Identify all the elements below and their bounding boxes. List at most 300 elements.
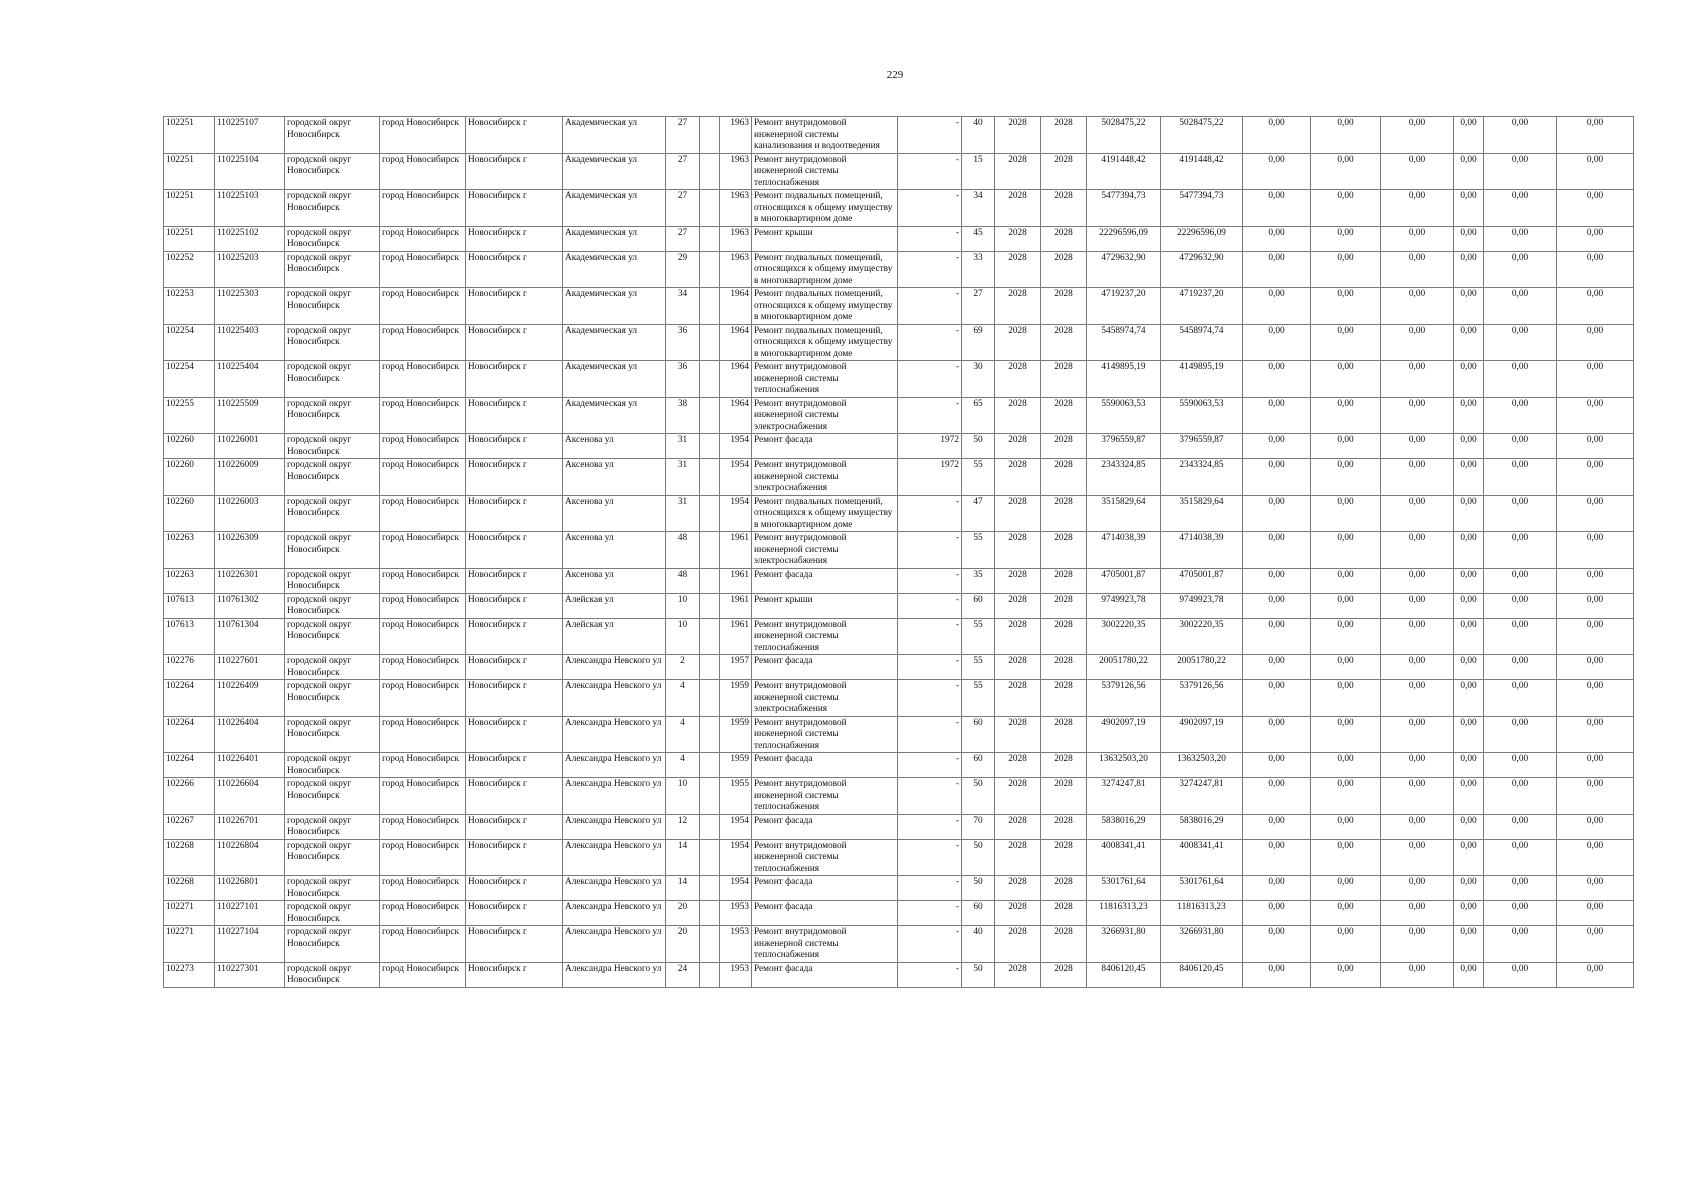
cell-work-code: 110225104	[215, 153, 285, 190]
cell-settlement: город Новосибирск	[380, 876, 466, 901]
cell-value: 0,00	[1484, 459, 1557, 496]
cell-build-year: 1964	[720, 361, 752, 398]
table-row	[164, 680, 1634, 717]
cell-cost-total: 5458974,74	[1087, 324, 1161, 361]
cell-value: 0,00	[1381, 153, 1454, 190]
cell-cost-fund: 3266931,80	[1161, 926, 1243, 963]
cell-value: 0,00	[1557, 876, 1634, 901]
cell-house: 4	[666, 753, 700, 778]
cell-building	[700, 117, 720, 154]
cell-value: 0,00	[1381, 753, 1454, 778]
cell-city: Новосибирск г	[466, 753, 563, 778]
cell-street: Аксенова ул	[563, 568, 666, 593]
cell-record-id: 102251	[164, 117, 215, 154]
cell-street: Александра Невского ул	[563, 926, 666, 963]
cell-plan-from: 2028	[995, 901, 1041, 926]
cell-value: 0,00	[1243, 962, 1311, 987]
cell-build-year: 1963	[720, 190, 752, 227]
table-row	[164, 778, 1634, 815]
cell-district: городской округ Новосибирск	[285, 839, 380, 876]
cell-work-type: Ремонт фасада	[752, 901, 898, 926]
cell-cost-total: 11816313,23	[1087, 901, 1161, 926]
table-row	[164, 901, 1634, 926]
cell-plan-to: 2028	[1041, 680, 1087, 717]
cell-value: 0,00	[1381, 680, 1454, 717]
cell-district: городской округ Новосибирск	[285, 288, 380, 325]
cell-house: 38	[666, 397, 700, 434]
cell-work-code: 110226804	[215, 839, 285, 876]
cell-district: городской округ Новосибирск	[285, 655, 380, 680]
cell-value: 0,00	[1484, 532, 1557, 569]
cell-settlement: город Новосибирск	[380, 459, 466, 496]
cell-record-id: 102260	[164, 495, 215, 532]
cell-house: 27	[666, 117, 700, 154]
cell-cost-total: 4008341,41	[1087, 839, 1161, 876]
cell-city: Новосибирск г	[466, 361, 563, 398]
cell-value: 0,00	[1484, 926, 1557, 963]
cell-cost-total: 22296596,09	[1087, 226, 1161, 251]
cell-work-type: Ремонт внутридомовой инженерной системы электроснабжения	[752, 680, 898, 717]
cell-value: 0,00	[1484, 876, 1557, 901]
cell-record-id: 102271	[164, 901, 215, 926]
cell-value: 0,00	[1557, 153, 1634, 190]
cell-cost-fund: 13632503,20	[1161, 753, 1243, 778]
cell-value: 0,00	[1311, 361, 1381, 398]
cell-wear: 15	[962, 153, 995, 190]
cell-cost-total: 4902097,19	[1087, 716, 1161, 753]
cell-plan-to: 2028	[1041, 190, 1087, 227]
cell-settlement: город Новосибирск	[380, 190, 466, 227]
cell-value: 0,00	[1243, 153, 1311, 190]
cell-value: 0,00	[1484, 251, 1557, 288]
cell-value: 0,00	[1454, 324, 1484, 361]
cell-last-repair-year: -	[898, 324, 962, 361]
register-body	[164, 117, 1634, 988]
cell-build-year: 1957	[720, 655, 752, 680]
table-row	[164, 593, 1634, 618]
cell-last-repair-year: -	[898, 361, 962, 398]
cell-value: 0,00	[1311, 117, 1381, 154]
cell-build-year: 1953	[720, 962, 752, 987]
cell-value: 0,00	[1454, 876, 1484, 901]
cell-settlement: город Новосибирск	[380, 680, 466, 717]
cell-plan-to: 2028	[1041, 361, 1087, 398]
cell-value: 0,00	[1454, 251, 1484, 288]
cell-settlement: город Новосибирск	[380, 532, 466, 569]
cell-district: городской округ Новосибирск	[285, 926, 380, 963]
table-row	[164, 434, 1634, 459]
cell-city: Новосибирск г	[466, 495, 563, 532]
cell-value: 0,00	[1557, 753, 1634, 778]
cell-work-code: 110226001	[215, 434, 285, 459]
cell-cost-total: 8406120,45	[1087, 962, 1161, 987]
cell-value: 0,00	[1454, 288, 1484, 325]
cell-work-type: Ремонт внутридомовой инженерной системы теплоснабжения	[752, 361, 898, 398]
cell-plan-from: 2028	[995, 716, 1041, 753]
cell-last-repair-year: -	[898, 839, 962, 876]
cell-value: 0,00	[1243, 876, 1311, 901]
cell-building	[700, 397, 720, 434]
cell-plan-from: 2028	[995, 361, 1041, 398]
cell-record-id: 102260	[164, 434, 215, 459]
cell-work-code: 110226409	[215, 680, 285, 717]
cell-settlement: город Новосибирск	[380, 814, 466, 839]
cell-plan-from: 2028	[995, 288, 1041, 325]
table-row	[164, 655, 1634, 680]
cell-value: 0,00	[1311, 753, 1381, 778]
cell-settlement: город Новосибирск	[380, 397, 466, 434]
cell-work-code: 110227601	[215, 655, 285, 680]
cell-city: Новосибирск г	[466, 593, 563, 618]
cell-cost-total: 4714038,39	[1087, 532, 1161, 569]
cell-district: городской округ Новосибирск	[285, 962, 380, 987]
cell-value: 0,00	[1243, 618, 1311, 655]
cell-work-type: Ремонт внутридомовой инженерной системы теплоснабжения	[752, 926, 898, 963]
cell-value: 0,00	[1243, 434, 1311, 459]
cell-plan-from: 2028	[995, 926, 1041, 963]
cell-settlement: город Новосибирск	[380, 117, 466, 154]
cell-cost-fund: 5028475,22	[1161, 117, 1243, 154]
cell-street: Аксенова ул	[563, 532, 666, 569]
table-row	[164, 839, 1634, 876]
cell-value: 0,00	[1484, 593, 1557, 618]
cell-wear: 50	[962, 962, 995, 987]
cell-house: 36	[666, 361, 700, 398]
cell-settlement: город Новосибирск	[380, 839, 466, 876]
cell-plan-from: 2028	[995, 495, 1041, 532]
cell-cost-fund: 4729632,90	[1161, 251, 1243, 288]
cell-cost-fund: 2343324,85	[1161, 459, 1243, 496]
cell-district: городской округ Новосибирск	[285, 190, 380, 227]
cell-value: 0,00	[1243, 117, 1311, 154]
cell-building	[700, 361, 720, 398]
table-row	[164, 814, 1634, 839]
cell-record-id: 102276	[164, 655, 215, 680]
cell-plan-to: 2028	[1041, 753, 1087, 778]
cell-district: городской округ Новосибирск	[285, 814, 380, 839]
cell-value: 0,00	[1557, 288, 1634, 325]
cell-cost-fund: 3515829,64	[1161, 495, 1243, 532]
cell-wear: 60	[962, 593, 995, 618]
cell-building	[700, 926, 720, 963]
cell-last-repair-year: -	[898, 876, 962, 901]
cell-value: 0,00	[1311, 901, 1381, 926]
cell-building	[700, 655, 720, 680]
cell-district: городской округ Новосибирск	[285, 618, 380, 655]
cell-last-repair-year: 1972	[898, 459, 962, 496]
cell-value: 0,00	[1381, 324, 1454, 361]
cell-settlement: город Новосибирск	[380, 153, 466, 190]
cell-last-repair-year: -	[898, 901, 962, 926]
cell-last-repair-year: -	[898, 680, 962, 717]
cell-house: 48	[666, 568, 700, 593]
cell-build-year: 1954	[720, 839, 752, 876]
cell-cost-total: 4729632,90	[1087, 251, 1161, 288]
cell-wear: 65	[962, 397, 995, 434]
cell-cost-total: 4191448,42	[1087, 153, 1161, 190]
cell-cost-fund: 5477394,73	[1161, 190, 1243, 227]
cell-city: Новосибирск г	[466, 459, 563, 496]
cell-work-code: 110226401	[215, 753, 285, 778]
cell-city: Новосибирск г	[466, 716, 563, 753]
cell-house: 34	[666, 288, 700, 325]
cell-house: 27	[666, 190, 700, 227]
cell-value: 0,00	[1311, 778, 1381, 815]
cell-work-type: Ремонт внутридомовой инженерной системы теплоснабжения	[752, 839, 898, 876]
table-row	[164, 117, 1634, 154]
cell-street: Аксенова ул	[563, 459, 666, 496]
cell-work-type: Ремонт внутридомовой инженерной системы электроснабжения	[752, 532, 898, 569]
cell-value: 0,00	[1557, 839, 1634, 876]
cell-value: 0,00	[1557, 962, 1634, 987]
cell-value: 0,00	[1243, 568, 1311, 593]
cell-value: 0,00	[1381, 459, 1454, 496]
cell-wear: 55	[962, 655, 995, 680]
cell-build-year: 1955	[720, 778, 752, 815]
cell-street: Академическая ул	[563, 153, 666, 190]
cell-street: Александра Невского ул	[563, 962, 666, 987]
cell-wear: 60	[962, 716, 995, 753]
cell-value: 0,00	[1311, 434, 1381, 459]
cell-value: 0,00	[1381, 839, 1454, 876]
cell-record-id: 102254	[164, 361, 215, 398]
cell-value: 0,00	[1381, 778, 1454, 815]
cell-last-repair-year: -	[898, 397, 962, 434]
cell-value: 0,00	[1557, 190, 1634, 227]
cell-wear: 34	[962, 190, 995, 227]
cell-record-id: 102264	[164, 716, 215, 753]
cell-value: 0,00	[1311, 153, 1381, 190]
cell-street: Академическая ул	[563, 324, 666, 361]
cell-work-type: Ремонт фасада	[752, 962, 898, 987]
cell-work-code: 110226003	[215, 495, 285, 532]
cell-value: 0,00	[1454, 361, 1484, 398]
cell-plan-from: 2028	[995, 778, 1041, 815]
cell-last-repair-year: -	[898, 962, 962, 987]
cell-record-id: 102260	[164, 459, 215, 496]
cell-build-year: 1954	[720, 434, 752, 459]
cell-wear: 50	[962, 839, 995, 876]
cell-record-id: 102271	[164, 926, 215, 963]
cell-house: 27	[666, 153, 700, 190]
cell-plan-to: 2028	[1041, 397, 1087, 434]
cell-plan-from: 2028	[995, 839, 1041, 876]
cell-building	[700, 680, 720, 717]
cell-value: 0,00	[1557, 926, 1634, 963]
cell-record-id: 102263	[164, 532, 215, 569]
cell-value: 0,00	[1484, 361, 1557, 398]
cell-record-id: 107613	[164, 593, 215, 618]
cell-value: 0,00	[1311, 680, 1381, 717]
cell-value: 0,00	[1484, 618, 1557, 655]
cell-settlement: город Новосибирск	[380, 324, 466, 361]
cell-house: 36	[666, 324, 700, 361]
cell-house: 10	[666, 618, 700, 655]
cell-house: 10	[666, 593, 700, 618]
cell-value: 0,00	[1454, 753, 1484, 778]
cell-value: 0,00	[1557, 459, 1634, 496]
cell-building	[700, 495, 720, 532]
cell-house: 14	[666, 839, 700, 876]
cell-plan-to: 2028	[1041, 716, 1087, 753]
cell-value: 0,00	[1484, 778, 1557, 815]
cell-house: 4	[666, 716, 700, 753]
cell-plan-from: 2028	[995, 251, 1041, 288]
cell-city: Новосибирск г	[466, 117, 563, 154]
cell-last-repair-year: -	[898, 618, 962, 655]
table-row	[164, 618, 1634, 655]
cell-value: 0,00	[1311, 190, 1381, 227]
cell-work-type: Ремонт фасада	[752, 568, 898, 593]
table-row	[164, 753, 1634, 778]
cell-house: 20	[666, 926, 700, 963]
cell-cost-fund: 3002220,35	[1161, 618, 1243, 655]
cell-last-repair-year: -	[898, 532, 962, 569]
cell-plan-to: 2028	[1041, 226, 1087, 251]
cell-city: Новосибирск г	[466, 397, 563, 434]
cell-street: Александра Невского ул	[563, 778, 666, 815]
cell-city: Новосибирск г	[466, 778, 563, 815]
cell-value: 0,00	[1381, 434, 1454, 459]
cell-district: городской округ Новосибирск	[285, 532, 380, 569]
cell-cost-total: 9749923,78	[1087, 593, 1161, 618]
cell-record-id: 102251	[164, 190, 215, 227]
cell-cost-total: 4719237,20	[1087, 288, 1161, 325]
cell-build-year: 1959	[720, 680, 752, 717]
cell-value: 0,00	[1557, 361, 1634, 398]
cell-record-id: 102263	[164, 568, 215, 593]
cell-build-year: 1963	[720, 251, 752, 288]
cell-building	[700, 324, 720, 361]
cell-value: 0,00	[1484, 288, 1557, 325]
cell-value: 0,00	[1454, 495, 1484, 532]
cell-work-code: 110225102	[215, 226, 285, 251]
cell-wear: 50	[962, 778, 995, 815]
cell-cost-fund: 3796559,87	[1161, 434, 1243, 459]
cell-work-code: 110225303	[215, 288, 285, 325]
cell-last-repair-year: -	[898, 926, 962, 963]
cell-value: 0,00	[1454, 532, 1484, 569]
cell-value: 0,00	[1454, 226, 1484, 251]
cell-value: 0,00	[1243, 593, 1311, 618]
cell-value: 0,00	[1454, 655, 1484, 680]
cell-district: городской округ Новосибирск	[285, 753, 380, 778]
cell-street: Александра Невского ул	[563, 680, 666, 717]
cell-house: 24	[666, 962, 700, 987]
table-row	[164, 251, 1634, 288]
cell-value: 0,00	[1484, 962, 1557, 987]
cell-building	[700, 568, 720, 593]
cell-value: 0,00	[1557, 495, 1634, 532]
cell-city: Новосибирск г	[466, 532, 563, 569]
cell-district: городской округ Новосибирск	[285, 680, 380, 717]
cell-cost-fund: 4149895,19	[1161, 361, 1243, 398]
cell-settlement: город Новосибирск	[380, 716, 466, 753]
cell-value: 0,00	[1381, 926, 1454, 963]
cell-value: 0,00	[1454, 618, 1484, 655]
cell-build-year: 1963	[720, 153, 752, 190]
cell-city: Новосибирск г	[466, 568, 563, 593]
cell-street: Академическая ул	[563, 288, 666, 325]
cell-value: 0,00	[1381, 876, 1454, 901]
cell-value: 0,00	[1454, 568, 1484, 593]
cell-plan-to: 2028	[1041, 324, 1087, 361]
cell-value: 0,00	[1381, 190, 1454, 227]
cell-building	[700, 901, 720, 926]
cell-city: Новосибирск г	[466, 926, 563, 963]
cell-district: городской округ Новосибирск	[285, 593, 380, 618]
cell-value: 0,00	[1243, 361, 1311, 398]
cell-value: 0,00	[1454, 901, 1484, 926]
cell-plan-to: 2028	[1041, 778, 1087, 815]
cell-plan-from: 2028	[995, 324, 1041, 361]
cell-value: 0,00	[1557, 434, 1634, 459]
cell-value: 0,00	[1484, 434, 1557, 459]
cell-value: 0,00	[1311, 618, 1381, 655]
cell-building	[700, 434, 720, 459]
cell-settlement: город Новосибирск	[380, 568, 466, 593]
cell-work-code: 110226009	[215, 459, 285, 496]
cell-district: городской округ Новосибирск	[285, 495, 380, 532]
cell-last-repair-year: -	[898, 288, 962, 325]
cell-work-type: Ремонт фасада	[752, 753, 898, 778]
cell-value: 0,00	[1557, 814, 1634, 839]
cell-cost-total: 5590063,53	[1087, 397, 1161, 434]
cell-city: Новосибирск г	[466, 876, 563, 901]
cell-house: 2	[666, 655, 700, 680]
cell-wear: 55	[962, 618, 995, 655]
cell-value: 0,00	[1484, 753, 1557, 778]
cell-value: 0,00	[1484, 655, 1557, 680]
cell-house: 27	[666, 226, 700, 251]
cell-street: Алейская ул	[563, 618, 666, 655]
cell-city: Новосибирск г	[466, 814, 563, 839]
cell-plan-to: 2028	[1041, 593, 1087, 618]
cell-value: 0,00	[1381, 655, 1454, 680]
table-row	[164, 926, 1634, 963]
cell-house: 31	[666, 459, 700, 496]
cell-plan-from: 2028	[995, 680, 1041, 717]
cell-district: городской округ Новосибирск	[285, 716, 380, 753]
cell-district: городской округ Новосибирск	[285, 251, 380, 288]
cell-cost-total: 3002220,35	[1087, 618, 1161, 655]
cell-work-type: Ремонт крыши	[752, 593, 898, 618]
cell-cost-fund: 5838016,29	[1161, 814, 1243, 839]
cell-value: 0,00	[1381, 593, 1454, 618]
cell-value: 0,00	[1243, 532, 1311, 569]
cell-work-code: 110226309	[215, 532, 285, 569]
cell-value: 0,00	[1243, 251, 1311, 288]
cell-value: 0,00	[1454, 962, 1484, 987]
cell-plan-to: 2028	[1041, 876, 1087, 901]
cell-work-code: 110227101	[215, 901, 285, 926]
cell-cost-total: 3515829,64	[1087, 495, 1161, 532]
cell-plan-to: 2028	[1041, 618, 1087, 655]
cell-plan-from: 2028	[995, 568, 1041, 593]
cell-cost-fund: 5458974,74	[1161, 324, 1243, 361]
cell-record-id: 102267	[164, 814, 215, 839]
cell-build-year: 1954	[720, 876, 752, 901]
cell-building	[700, 716, 720, 753]
cell-street: Александра Невского ул	[563, 814, 666, 839]
cell-build-year: 1961	[720, 618, 752, 655]
cell-value: 0,00	[1243, 397, 1311, 434]
cell-wear: 35	[962, 568, 995, 593]
cell-cost-total: 2343324,85	[1087, 459, 1161, 496]
cell-value: 0,00	[1484, 324, 1557, 361]
cell-value: 0,00	[1311, 814, 1381, 839]
cell-street: Академическая ул	[563, 397, 666, 434]
